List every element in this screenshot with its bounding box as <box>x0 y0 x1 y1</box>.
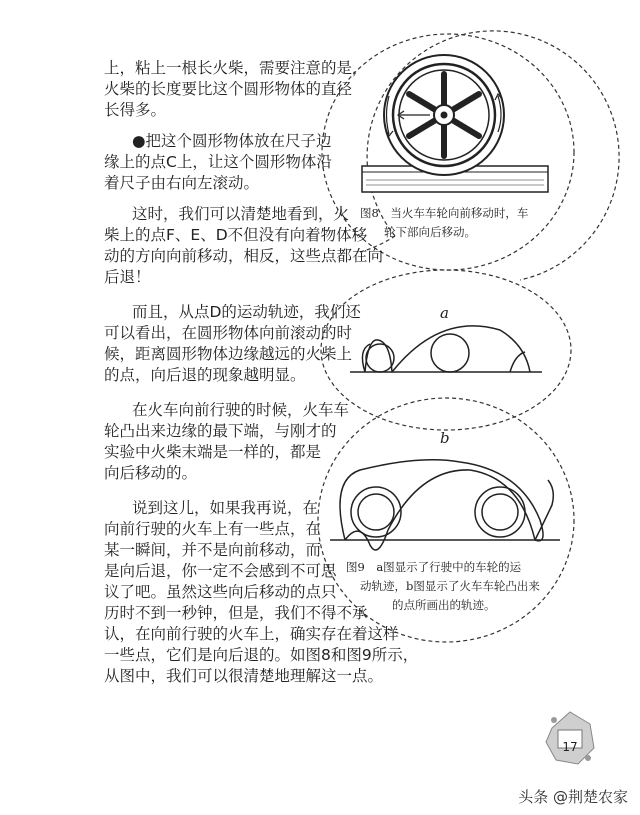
figure9-label-b: b <box>440 429 450 447</box>
line: 某一瞬间，并不是向前移动，而 <box>104 541 322 559</box>
line: 说到这儿，如果我再说，在 <box>132 499 319 517</box>
caption-line: 图8 当火车车轮向前移动时，车 <box>360 206 529 220</box>
line: 上，粘上一根长火柴，需要注意的是， <box>104 59 368 77</box>
figure8-wheel-drawing <box>362 55 548 192</box>
paragraph-3 <box>104 204 383 288</box>
line: 的点，向后退的现象越明显。 <box>104 366 306 384</box>
line: 议了吧。虽然这些向后移动的点只 <box>104 583 337 601</box>
paragraph-5 <box>104 400 349 484</box>
line: 长得多。 <box>104 101 167 119</box>
line: 可以看出，在圆形物体向前滚动的时 <box>104 324 353 342</box>
figure8-caption <box>360 204 528 242</box>
caption-line: 的点所画出的轨迹。 <box>392 598 496 612</box>
line: 是向后退，你一定不会感到不可思 <box>104 562 337 580</box>
paragraph-4 <box>104 302 361 386</box>
line: ●把这个圆形物体放在尺子边 <box>132 132 332 150</box>
caption-line: 图9 a图显示了行驶中的车轮的运 <box>346 560 522 574</box>
watermark: 头条 @荆楚农家 <box>518 788 628 806</box>
paragraph-2 <box>104 131 332 194</box>
page-number: 17 <box>562 740 578 754</box>
line: 动的方向向前移动，相反，这些点都在向 <box>104 247 384 265</box>
caption-line: 动轨迹，b图显示了火车车轮凸出来 <box>360 579 540 593</box>
line: 历时不到一秒钟，但是，我们不得不承 <box>104 604 368 622</box>
figure9-label-a: a <box>440 304 449 322</box>
line: 轮凸出来边缘的最下端，与刚才的 <box>104 422 337 440</box>
line: 火柴的长度要比这个圆形物体的直径 <box>104 80 353 98</box>
line: 而且，从点D的运动轨迹，我们还 <box>132 303 361 321</box>
line: 向前行驶的火车上有一些点，在 <box>104 520 322 538</box>
figure9a-drawing <box>350 326 542 372</box>
page-number-badge <box>546 712 594 764</box>
line: 向后移动的。 <box>104 464 198 482</box>
line: 在火车向前行驶的时候，火车车 <box>132 401 350 419</box>
line: 这时，我们可以清楚地看到，火 <box>132 205 350 223</box>
line: 候，距离圆形物体边缘越远的火柴上 <box>104 345 353 363</box>
line: 认，在向前行驶的火车上，确实存在着这样 <box>104 625 399 643</box>
line: 从图中，我们可以很清楚地理解这一点。 <box>104 667 384 685</box>
line: 实验中火柴末端是一样的，都是 <box>104 443 322 461</box>
line: 一些点，它们是向后退的。如图8和图9所示， <box>104 646 419 664</box>
figure9-caption <box>346 558 540 615</box>
caption-line: 轮下部向后移动。 <box>384 225 476 239</box>
line: 着尺子由右向左滚动。 <box>104 174 260 192</box>
paragraph-1 <box>104 58 368 121</box>
line: 缘上的点C上，让这个圆形物体沿 <box>104 153 332 171</box>
line: 后退！ <box>104 268 151 286</box>
line: 柴上的点F、E、D不但没有向着物体移 <box>104 226 368 244</box>
